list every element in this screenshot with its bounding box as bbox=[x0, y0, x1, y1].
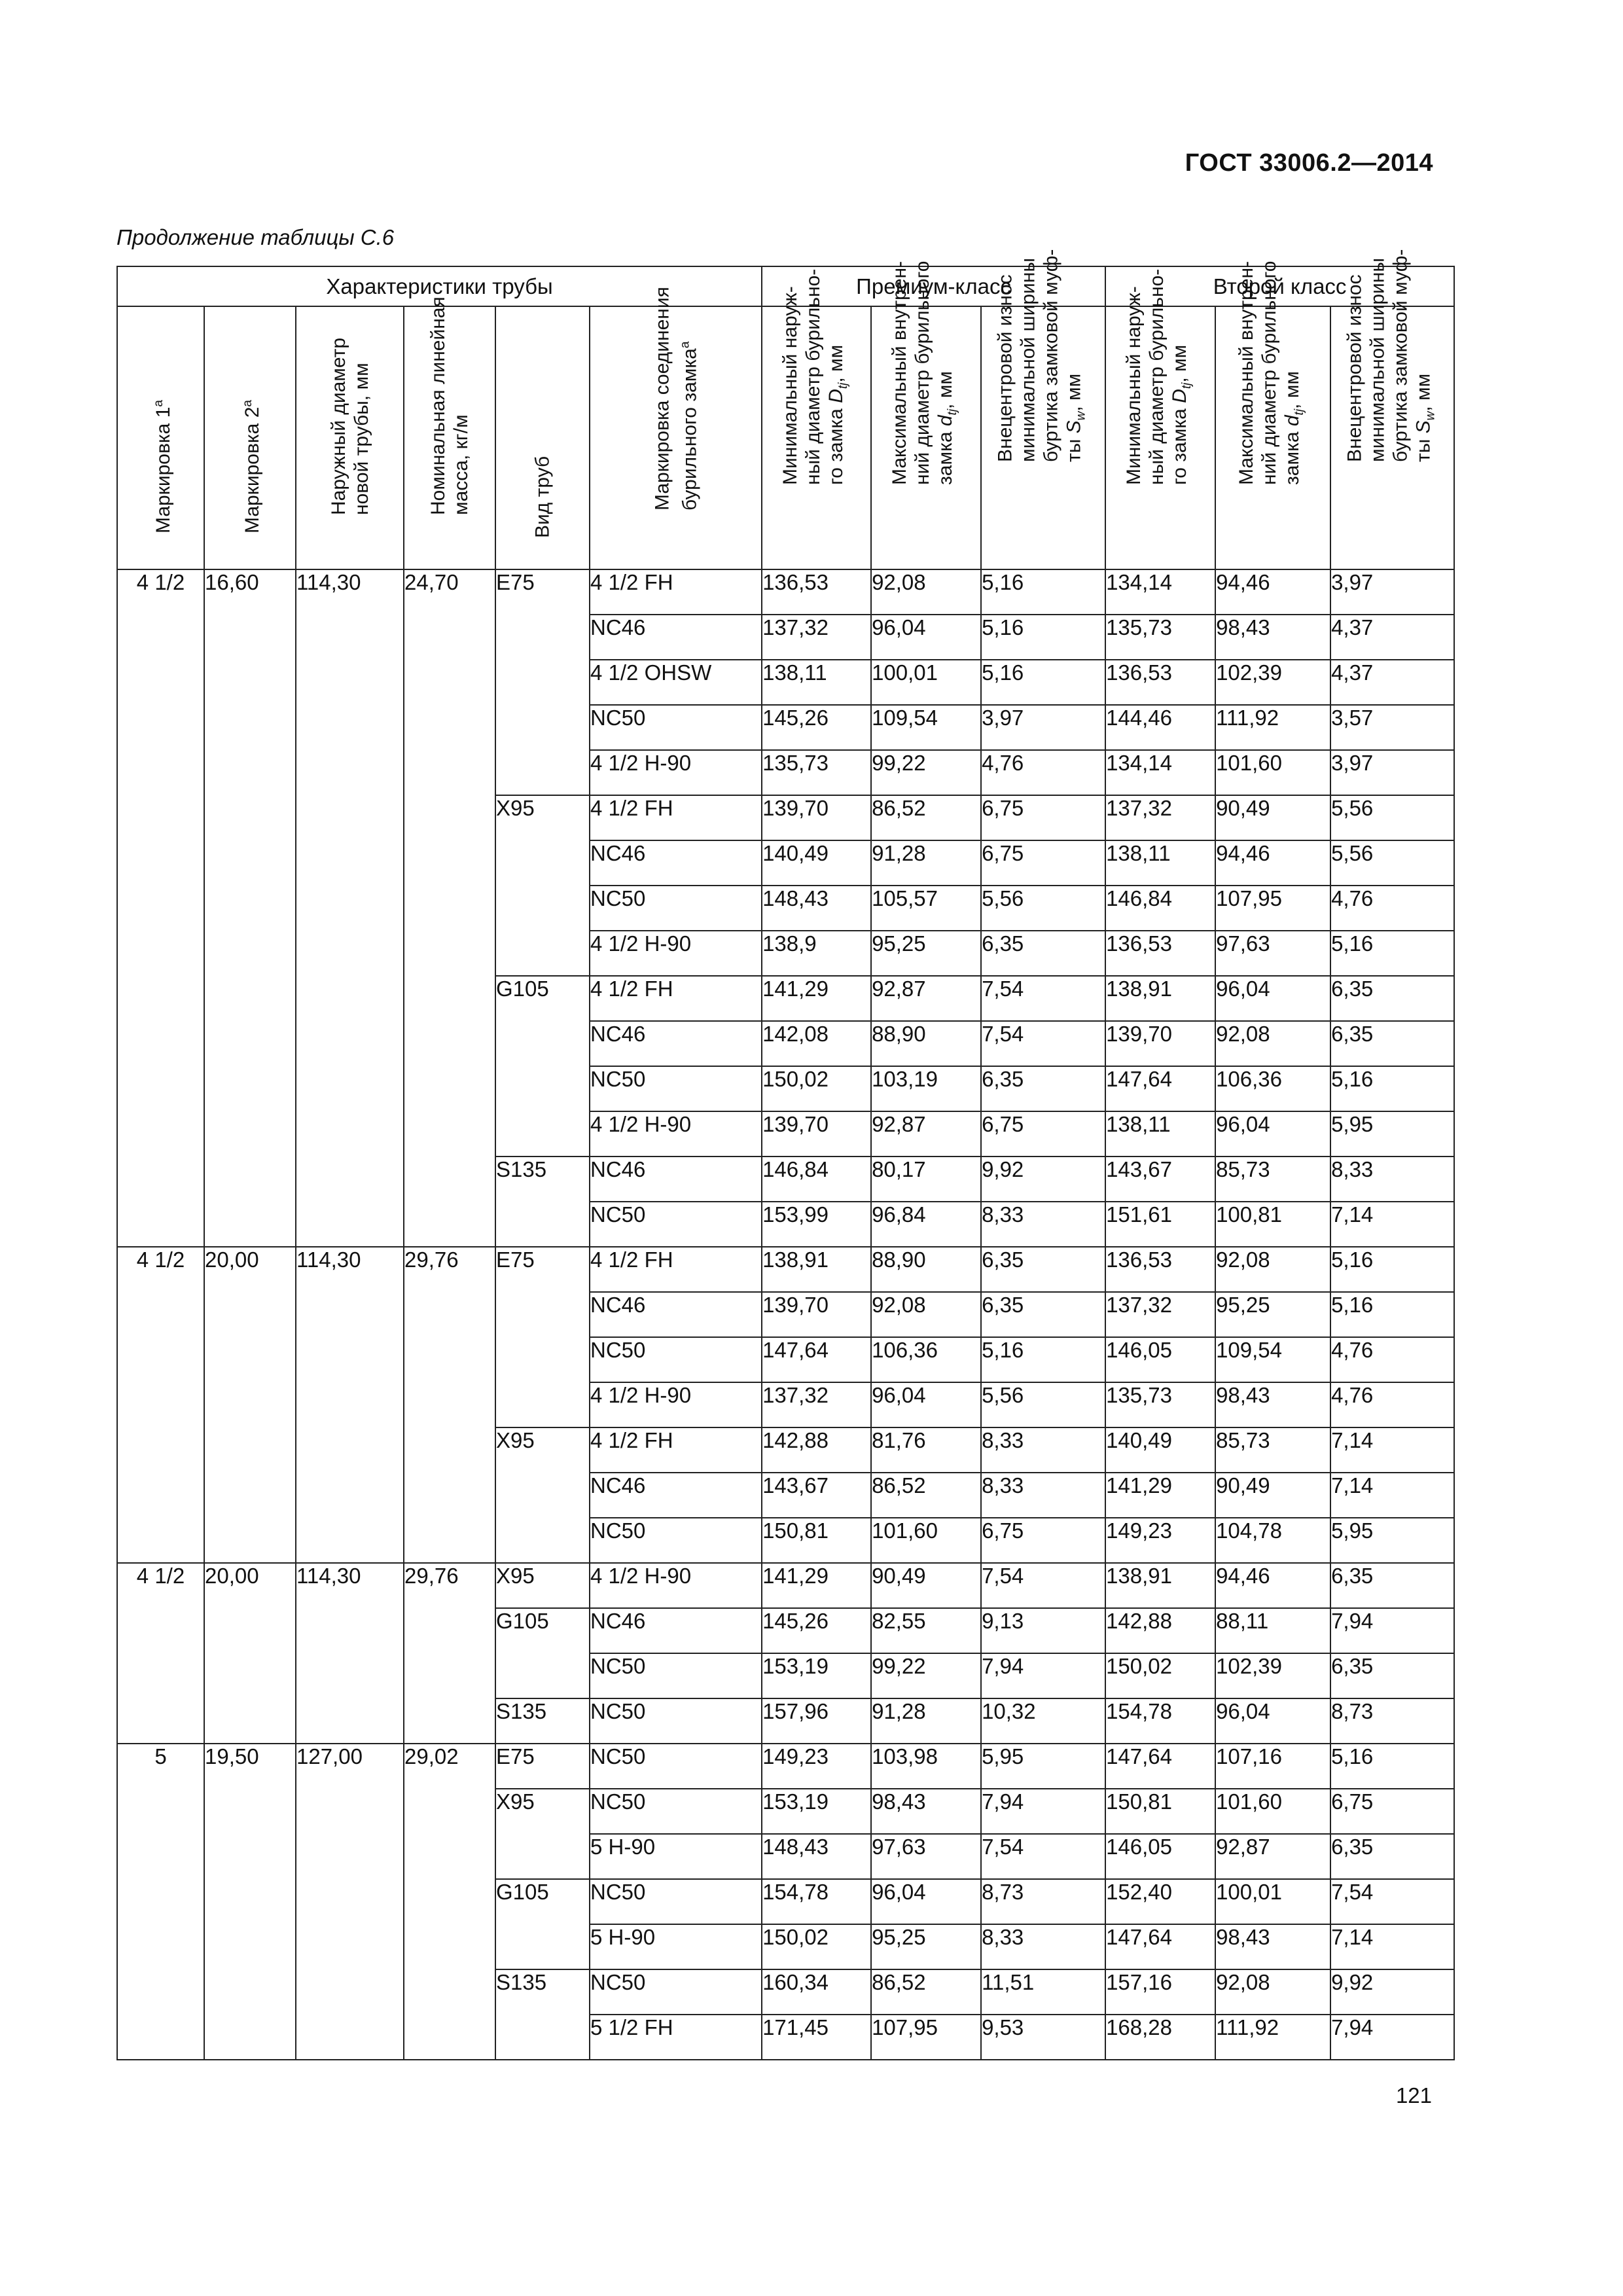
table-cell: 99,22 bbox=[871, 1653, 981, 1698]
table-cell: 7,94 bbox=[1330, 2015, 1454, 2060]
table-cell: 103,98 bbox=[871, 1744, 981, 1789]
table-cell: 4 1/2 OHSW bbox=[590, 660, 762, 705]
table-cell: 150,81 bbox=[1105, 1789, 1215, 1834]
table-cell: E75 bbox=[495, 1744, 590, 1789]
table-cell: 143,67 bbox=[762, 1473, 871, 1518]
table-caption: Продолжение таблицы С.6 bbox=[116, 225, 395, 249]
table-cell: 104,78 bbox=[1215, 1518, 1330, 1563]
table-cell: 142,08 bbox=[762, 1021, 871, 1066]
table-cell: 96,04 bbox=[871, 1382, 981, 1427]
table-cell: 10,32 bbox=[981, 1698, 1105, 1744]
table-cell: 101,60 bbox=[871, 1518, 981, 1563]
table-cell: 7,54 bbox=[981, 976, 1105, 1021]
table-row bbox=[117, 569, 1454, 615]
table-cell: 92,08 bbox=[1215, 1969, 1330, 2015]
table-cell: 111,92 bbox=[1215, 705, 1330, 750]
table-cell: 9,13 bbox=[981, 1608, 1105, 1653]
table-cell: 101,60 bbox=[1215, 1789, 1330, 1834]
table-cell: 103,19 bbox=[871, 1066, 981, 1111]
page-number: 121 bbox=[1395, 2083, 1432, 2108]
table-cell: 5,95 bbox=[1330, 1111, 1454, 1157]
column-header bbox=[296, 306, 404, 569]
table-cell: 90,49 bbox=[1215, 795, 1330, 840]
table-cell: 149,23 bbox=[762, 1744, 871, 1789]
table-cell: 100,01 bbox=[1215, 1879, 1330, 1924]
table-cell: 153,19 bbox=[762, 1653, 871, 1698]
table-cell: 92,08 bbox=[1215, 1247, 1330, 1292]
table-cell: 141,29 bbox=[1105, 1473, 1215, 1518]
table-cell: NC50 bbox=[590, 1744, 762, 1789]
table-cell: 16,60 bbox=[204, 569, 296, 1247]
table-cell: 82,55 bbox=[871, 1608, 981, 1653]
table-cell: 146,05 bbox=[1105, 1337, 1215, 1382]
table-cell: 4 1/2 FH bbox=[590, 976, 762, 1021]
table-cell: 100,01 bbox=[871, 660, 981, 705]
table-cell: 85,73 bbox=[1215, 1427, 1330, 1473]
table-cell: NC46 bbox=[590, 615, 762, 660]
table-cell: NC46 bbox=[590, 1021, 762, 1066]
table-cell: 4 1/2 bbox=[117, 1563, 204, 1744]
table-cell: 5,56 bbox=[981, 1382, 1105, 1427]
table-cell: 141,29 bbox=[762, 976, 871, 1021]
column-header bbox=[404, 296, 495, 569]
table-cell: NC50 bbox=[590, 886, 762, 931]
table-cell: 5,56 bbox=[1330, 840, 1454, 886]
table-cell: X95 bbox=[495, 795, 590, 976]
table-cell: 7,14 bbox=[1330, 1202, 1454, 1247]
column-header bbox=[204, 306, 296, 569]
column-header-label: Максимальный внутрен- ний диаметр бурильного замка $d_{tj}$, мм bbox=[889, 260, 960, 485]
table-cell: 5,16 bbox=[981, 569, 1105, 615]
table-cell: 4 1/2 H-90 bbox=[590, 1382, 762, 1427]
table-cell: 137,32 bbox=[1105, 1292, 1215, 1337]
table-cell: 92,87 bbox=[871, 1111, 981, 1157]
table-cell: 4 1/2 bbox=[117, 1247, 204, 1563]
table-cell: 146,84 bbox=[1105, 886, 1215, 931]
table-cell: E75 bbox=[495, 1247, 590, 1427]
table-cell: 95,25 bbox=[871, 931, 981, 976]
table-cell: 19,50 bbox=[204, 1744, 296, 2060]
table-cell: NC50 bbox=[590, 1969, 762, 2015]
table-cell: 9,53 bbox=[981, 2015, 1105, 2060]
table-cell: 91,28 bbox=[871, 1698, 981, 1744]
table-cell: 5,16 bbox=[1330, 931, 1454, 976]
table-cell: NC50 bbox=[590, 1698, 762, 1744]
table-cell: 88,11 bbox=[1215, 1608, 1330, 1653]
table-cell: 9,92 bbox=[1330, 1969, 1454, 2015]
table-cell: 95,25 bbox=[871, 1924, 981, 1969]
table-cell: 5,16 bbox=[1330, 1292, 1454, 1337]
table-cell: 5,16 bbox=[1330, 1066, 1454, 1111]
table-cell: 6,35 bbox=[981, 1247, 1105, 1292]
table-cell: 94,46 bbox=[1215, 840, 1330, 886]
table-cell: X95 bbox=[495, 1427, 590, 1563]
table-cell: 4,76 bbox=[1330, 1382, 1454, 1427]
table-cell: 140,49 bbox=[1105, 1427, 1215, 1473]
table-cell: NC46 bbox=[590, 1473, 762, 1518]
table-cell: 6,35 bbox=[1330, 1834, 1454, 1879]
column-header bbox=[981, 249, 1105, 569]
table-cell: 4 1/2 H-90 bbox=[590, 750, 762, 795]
table-cell: 157,16 bbox=[1105, 1969, 1215, 2015]
table-cell: 5 H-90 bbox=[590, 1924, 762, 1969]
table-cell: 109,54 bbox=[1215, 1337, 1330, 1382]
table-cell: 146,84 bbox=[762, 1157, 871, 1202]
column-header-label: Номинальная линейная масса, кг/м bbox=[427, 296, 472, 515]
table-cell: 92,08 bbox=[871, 569, 981, 615]
table-cell: NC50 bbox=[590, 705, 762, 750]
table-cell: 5,16 bbox=[1330, 1744, 1454, 1789]
table-cell: 102,39 bbox=[1215, 660, 1330, 705]
table-cell: 151,61 bbox=[1105, 1202, 1215, 1247]
table-cell: 8,73 bbox=[1330, 1698, 1454, 1744]
column-header bbox=[762, 268, 871, 569]
table-cell: 6,75 bbox=[981, 795, 1105, 840]
table-cell: NC46 bbox=[590, 1608, 762, 1653]
column-header-label: Внецентровой износ минимальной ширины буртика замковой муф- ты $S_w$, мм bbox=[1344, 249, 1438, 462]
table-cell: 6,75 bbox=[981, 1518, 1105, 1563]
table-cell: 147,64 bbox=[1105, 1066, 1215, 1111]
table-cell: 8,33 bbox=[981, 1202, 1105, 1247]
table-cell: 3,97 bbox=[1330, 569, 1454, 615]
table-cell: 7,14 bbox=[1330, 1427, 1454, 1473]
table-cell: 144,46 bbox=[1105, 705, 1215, 750]
table-cell: 98,43 bbox=[1215, 1382, 1330, 1427]
table-cell: 86,52 bbox=[871, 1473, 981, 1518]
table-cell: 138,11 bbox=[762, 660, 871, 705]
table-cell: 11,51 bbox=[981, 1969, 1105, 2015]
table-cell: 146,05 bbox=[1105, 1834, 1215, 1879]
table-cell: 7,54 bbox=[981, 1021, 1105, 1066]
table-row bbox=[117, 1247, 1454, 1292]
table-cell: 3,97 bbox=[1330, 750, 1454, 795]
table-cell: 137,32 bbox=[762, 615, 871, 660]
table-cell: 6,35 bbox=[981, 1292, 1105, 1337]
table-cell: 4 1/2 bbox=[117, 569, 204, 1247]
table-cell: G105 bbox=[495, 976, 590, 1157]
column-header-label: Вид труб bbox=[531, 456, 554, 538]
table-cell: 5,95 bbox=[981, 1744, 1105, 1789]
table-cell: 150,02 bbox=[762, 1924, 871, 1969]
table-cell: 97,63 bbox=[1215, 931, 1330, 976]
table-cell: 4 1/2 H-90 bbox=[590, 931, 762, 976]
table-cell: 4 1/2 FH bbox=[590, 795, 762, 840]
table-cell: 142,88 bbox=[1105, 1608, 1215, 1653]
table-cell: 105,57 bbox=[871, 886, 981, 931]
table-cell: G105 bbox=[495, 1879, 590, 1969]
column-group-header: Второй класс bbox=[1105, 266, 1454, 306]
table-cell: 95,25 bbox=[1215, 1292, 1330, 1337]
table-cell: 6,35 bbox=[981, 931, 1105, 976]
table-cell: 101,60 bbox=[1215, 750, 1330, 795]
table-cell: 7,14 bbox=[1330, 1473, 1454, 1518]
table-cell: 138,91 bbox=[762, 1247, 871, 1292]
table-cell: 29,76 bbox=[404, 1247, 495, 1563]
table-cell: NC50 bbox=[590, 1789, 762, 1834]
table-cell: 138,9 bbox=[762, 931, 871, 976]
table-cell: 171,45 bbox=[762, 2015, 871, 2060]
table-cell: S135 bbox=[495, 1157, 590, 1247]
table-cell: 100,81 bbox=[1215, 1202, 1330, 1247]
table-cell: 88,90 bbox=[871, 1247, 981, 1292]
table-cell: 148,43 bbox=[762, 886, 871, 931]
table-cell: 96,04 bbox=[1215, 976, 1330, 1021]
table-cell: 143,67 bbox=[1105, 1157, 1215, 1202]
table-cell: 141,29 bbox=[762, 1563, 871, 1608]
table-cell: 8,33 bbox=[981, 1473, 1105, 1518]
table-cell: 96,04 bbox=[871, 1879, 981, 1924]
table-cell: 7,94 bbox=[981, 1789, 1105, 1834]
table-cell: 4 1/2 H-90 bbox=[590, 1111, 762, 1157]
table-cell: 4,37 bbox=[1330, 615, 1454, 660]
table-cell: 153,99 bbox=[762, 1202, 871, 1247]
table-cell: 7,54 bbox=[1330, 1879, 1454, 1924]
column-header-label: Минимальный наруж- ный диаметр бурильно- го замка $D_{tj}$, мм bbox=[1123, 268, 1194, 485]
table-cell: 24,70 bbox=[404, 569, 495, 1247]
table-cell: NC50 bbox=[590, 1337, 762, 1382]
table-cell: 88,90 bbox=[871, 1021, 981, 1066]
table-cell: 81,76 bbox=[871, 1427, 981, 1473]
table-cell: 7,54 bbox=[981, 1563, 1105, 1608]
table-cell: 7,94 bbox=[981, 1653, 1105, 1698]
table-cell: 6,35 bbox=[1330, 1021, 1454, 1066]
table-cell: 85,73 bbox=[1215, 1157, 1330, 1202]
table-cell: 127,00 bbox=[296, 1744, 404, 2060]
table-cell: 145,26 bbox=[762, 705, 871, 750]
column-header-label: Маркировка 1$^a$ bbox=[151, 400, 174, 533]
table-cell: 150,02 bbox=[1105, 1653, 1215, 1698]
table-cell: 4 1/2 FH bbox=[590, 1247, 762, 1292]
table-cell: 4,76 bbox=[1330, 1337, 1454, 1382]
table-cell: 102,39 bbox=[1215, 1653, 1330, 1698]
table-cell: 136,53 bbox=[762, 569, 871, 615]
table-cell: X95 bbox=[495, 1789, 590, 1879]
table-cell: 86,52 bbox=[871, 795, 981, 840]
table-cell: 145,26 bbox=[762, 1608, 871, 1653]
table-cell: 4 1/2 FH bbox=[590, 569, 762, 615]
table-cell: 5,56 bbox=[1330, 795, 1454, 840]
table-cell: 5,16 bbox=[1330, 1247, 1454, 1292]
table-cell: 111,92 bbox=[1215, 2015, 1330, 2060]
table-cell: 107,95 bbox=[1215, 886, 1330, 931]
table-cell: 136,53 bbox=[1105, 660, 1215, 705]
table-cell: 109,54 bbox=[871, 705, 981, 750]
table-cell: 5 1/2 FH bbox=[590, 2015, 762, 2060]
table-cell: G105 bbox=[495, 1608, 590, 1698]
table-cell: 92,87 bbox=[871, 976, 981, 1021]
table-cell: 90,49 bbox=[871, 1563, 981, 1608]
table-cell: 29,76 bbox=[404, 1563, 495, 1744]
table-cell: 134,14 bbox=[1105, 750, 1215, 795]
table-cell: 114,30 bbox=[296, 569, 404, 1247]
table-cell: NC46 bbox=[590, 1157, 762, 1202]
table-cell: NC46 bbox=[590, 840, 762, 886]
table-cell: 98,43 bbox=[1215, 1924, 1330, 1969]
table-cell: 4 1/2 H-90 bbox=[590, 1563, 762, 1608]
table-cell: 6,75 bbox=[981, 1111, 1105, 1157]
table-cell: 7,54 bbox=[981, 1834, 1105, 1879]
table-cell: 139,70 bbox=[762, 1292, 871, 1337]
table-cell: 4 1/2 FH bbox=[590, 1427, 762, 1473]
table-cell: 96,04 bbox=[1215, 1111, 1330, 1157]
table-cell: 136,53 bbox=[1105, 931, 1215, 976]
table-cell: 96,04 bbox=[1215, 1698, 1330, 1744]
table-cell: 94,46 bbox=[1215, 1563, 1330, 1608]
table-cell: 92,08 bbox=[871, 1292, 981, 1337]
table-cell: 4,76 bbox=[1330, 886, 1454, 931]
table-cell: 96,04 bbox=[871, 615, 981, 660]
table-cell: NC50 bbox=[590, 1653, 762, 1698]
table-cell: 152,40 bbox=[1105, 1879, 1215, 1924]
table-cell: 154,78 bbox=[762, 1879, 871, 1924]
header-column-row bbox=[117, 306, 1454, 569]
table-cell: S135 bbox=[495, 1969, 590, 2060]
table-cell: 8,33 bbox=[981, 1427, 1105, 1473]
table-cell: 91,28 bbox=[871, 840, 981, 886]
table-cell: 6,75 bbox=[1330, 1789, 1454, 1834]
table-cell: 7,14 bbox=[1330, 1924, 1454, 1969]
table-cell: NC50 bbox=[590, 1879, 762, 1924]
table-cell: 150,81 bbox=[762, 1518, 871, 1563]
table-cell: 8,73 bbox=[981, 1879, 1105, 1924]
table-cell: 139,70 bbox=[1105, 1021, 1215, 1066]
table-cell: 137,32 bbox=[762, 1382, 871, 1427]
table-cell: NC50 bbox=[590, 1518, 762, 1563]
table-cell: 142,88 bbox=[762, 1427, 871, 1473]
table-cell: 20,00 bbox=[204, 1247, 296, 1563]
table-cell: 150,02 bbox=[762, 1066, 871, 1111]
column-header-label: Наружный диаметр новой трубы, мм bbox=[327, 337, 372, 515]
table-cell: 107,16 bbox=[1215, 1744, 1330, 1789]
table-cell: 96,84 bbox=[871, 1202, 981, 1247]
table-cell: 98,43 bbox=[1215, 615, 1330, 660]
table-cell: 99,22 bbox=[871, 750, 981, 795]
table-cell: NC50 bbox=[590, 1066, 762, 1111]
table-cell: 160,34 bbox=[762, 1969, 871, 2015]
table-cell: 98,43 bbox=[871, 1789, 981, 1834]
table-cell: 5,95 bbox=[1330, 1518, 1454, 1563]
table-cell: NC46 bbox=[590, 1292, 762, 1337]
table-cell: 114,30 bbox=[296, 1247, 404, 1563]
table-cell: 94,46 bbox=[1215, 569, 1330, 615]
table-cell: 80,17 bbox=[871, 1157, 981, 1202]
column-header bbox=[495, 306, 590, 569]
table-cell: 6,35 bbox=[981, 1066, 1105, 1111]
table-cell: 92,87 bbox=[1215, 1834, 1330, 1879]
table-cell: 154,78 bbox=[1105, 1698, 1215, 1744]
table-cell: 5 H-90 bbox=[590, 1834, 762, 1879]
table-cell: S135 bbox=[495, 1698, 590, 1744]
table-cell: 138,91 bbox=[1105, 976, 1215, 1021]
table-cell: 135,73 bbox=[762, 750, 871, 795]
table-cell: NC50 bbox=[590, 1202, 762, 1247]
table-cell: 148,43 bbox=[762, 1834, 871, 1879]
table-cell: 149,23 bbox=[1105, 1518, 1215, 1563]
column-header bbox=[1105, 268, 1215, 569]
table-cell: 86,52 bbox=[871, 1969, 981, 2015]
table-body bbox=[117, 569, 1454, 2060]
table-cell: 106,36 bbox=[871, 1337, 981, 1382]
table-cell: 3,97 bbox=[981, 705, 1105, 750]
column-header-label: Маркировка соединения бурильного замка$^a$ bbox=[651, 287, 701, 511]
column-group-header: Премиум-класс bbox=[762, 266, 1105, 306]
table-cell: 5 bbox=[117, 1744, 204, 2060]
column-header-label: Внецентровой износ минимальной ширины буртика замковой муф- ты $S_w$, мм bbox=[994, 249, 1088, 462]
table-cell: 97,63 bbox=[871, 1834, 981, 1879]
table-cell: 168,28 bbox=[1105, 2015, 1215, 2060]
column-header-label: Максимальный внутрен- ний диаметр бурильного замка $d_{tj}$, мм bbox=[1236, 260, 1307, 485]
table-cell: 153,19 bbox=[762, 1789, 871, 1834]
table-cell: 3,57 bbox=[1330, 705, 1454, 750]
table-cell: 136,53 bbox=[1105, 1247, 1215, 1292]
wear-table bbox=[116, 249, 1455, 2060]
table-cell: 8,33 bbox=[1330, 1157, 1454, 1202]
column-header-label: Минимальный наруж- ный диаметр бурильно- го замка $D_{tj}$, мм bbox=[779, 268, 850, 485]
table-cell: 29,02 bbox=[404, 1744, 495, 2060]
table-cell: 9,92 bbox=[981, 1157, 1105, 1202]
table-cell: 7,94 bbox=[1330, 1608, 1454, 1653]
table-cell: 147,64 bbox=[1105, 1744, 1215, 1789]
table-cell: 6,35 bbox=[1330, 1563, 1454, 1608]
table-cell: 4,37 bbox=[1330, 660, 1454, 705]
table-cell: 135,73 bbox=[1105, 615, 1215, 660]
document-code: ГОСТ 33006.2—2014 bbox=[1185, 149, 1433, 177]
table-cell: 135,73 bbox=[1105, 1382, 1215, 1427]
column-header-label: Маркировка 2$^a$ bbox=[241, 400, 263, 533]
table-cell: 138,91 bbox=[1105, 1563, 1215, 1608]
table-cell: 139,70 bbox=[762, 1111, 871, 1157]
table-cell: 147,64 bbox=[762, 1337, 871, 1382]
table-cell: 92,08 bbox=[1215, 1021, 1330, 1066]
table-cell: 114,30 bbox=[296, 1563, 404, 1744]
table-cell: 6,35 bbox=[1330, 1653, 1454, 1698]
table-cell: 139,70 bbox=[762, 795, 871, 840]
table-cell: 8,33 bbox=[981, 1924, 1105, 1969]
table-row bbox=[117, 1744, 1454, 1789]
table-cell: E75 bbox=[495, 569, 590, 795]
table-cell: X95 bbox=[495, 1563, 590, 1608]
table-cell: 134,14 bbox=[1105, 569, 1215, 615]
table-cell: 147,64 bbox=[1105, 1924, 1215, 1969]
column-header bbox=[590, 287, 762, 569]
column-header bbox=[117, 306, 204, 569]
table-cell: 107,95 bbox=[871, 2015, 981, 2060]
table-cell: 137,32 bbox=[1105, 795, 1215, 840]
table-cell: 157,96 bbox=[762, 1698, 871, 1744]
table-cell: 138,11 bbox=[1105, 1111, 1215, 1157]
table-cell: 4,76 bbox=[981, 750, 1105, 795]
table-cell: 6,35 bbox=[1330, 976, 1454, 1021]
table-cell: 5,16 bbox=[981, 660, 1105, 705]
table-cell: 90,49 bbox=[1215, 1473, 1330, 1518]
table-cell: 6,75 bbox=[981, 840, 1105, 886]
column-header bbox=[1330, 249, 1454, 569]
table-cell: 106,36 bbox=[1215, 1066, 1330, 1111]
table-row bbox=[117, 1563, 1454, 1608]
table-cell: 5,16 bbox=[981, 1337, 1105, 1382]
table-cell: 140,49 bbox=[762, 840, 871, 886]
table-cell: 138,11 bbox=[1105, 840, 1215, 886]
table-cell: 5,56 bbox=[981, 886, 1105, 931]
table-cell: 5,16 bbox=[981, 615, 1105, 660]
column-group-header: Характеристики трубы bbox=[117, 266, 762, 306]
table-cell: 20,00 bbox=[204, 1563, 296, 1744]
